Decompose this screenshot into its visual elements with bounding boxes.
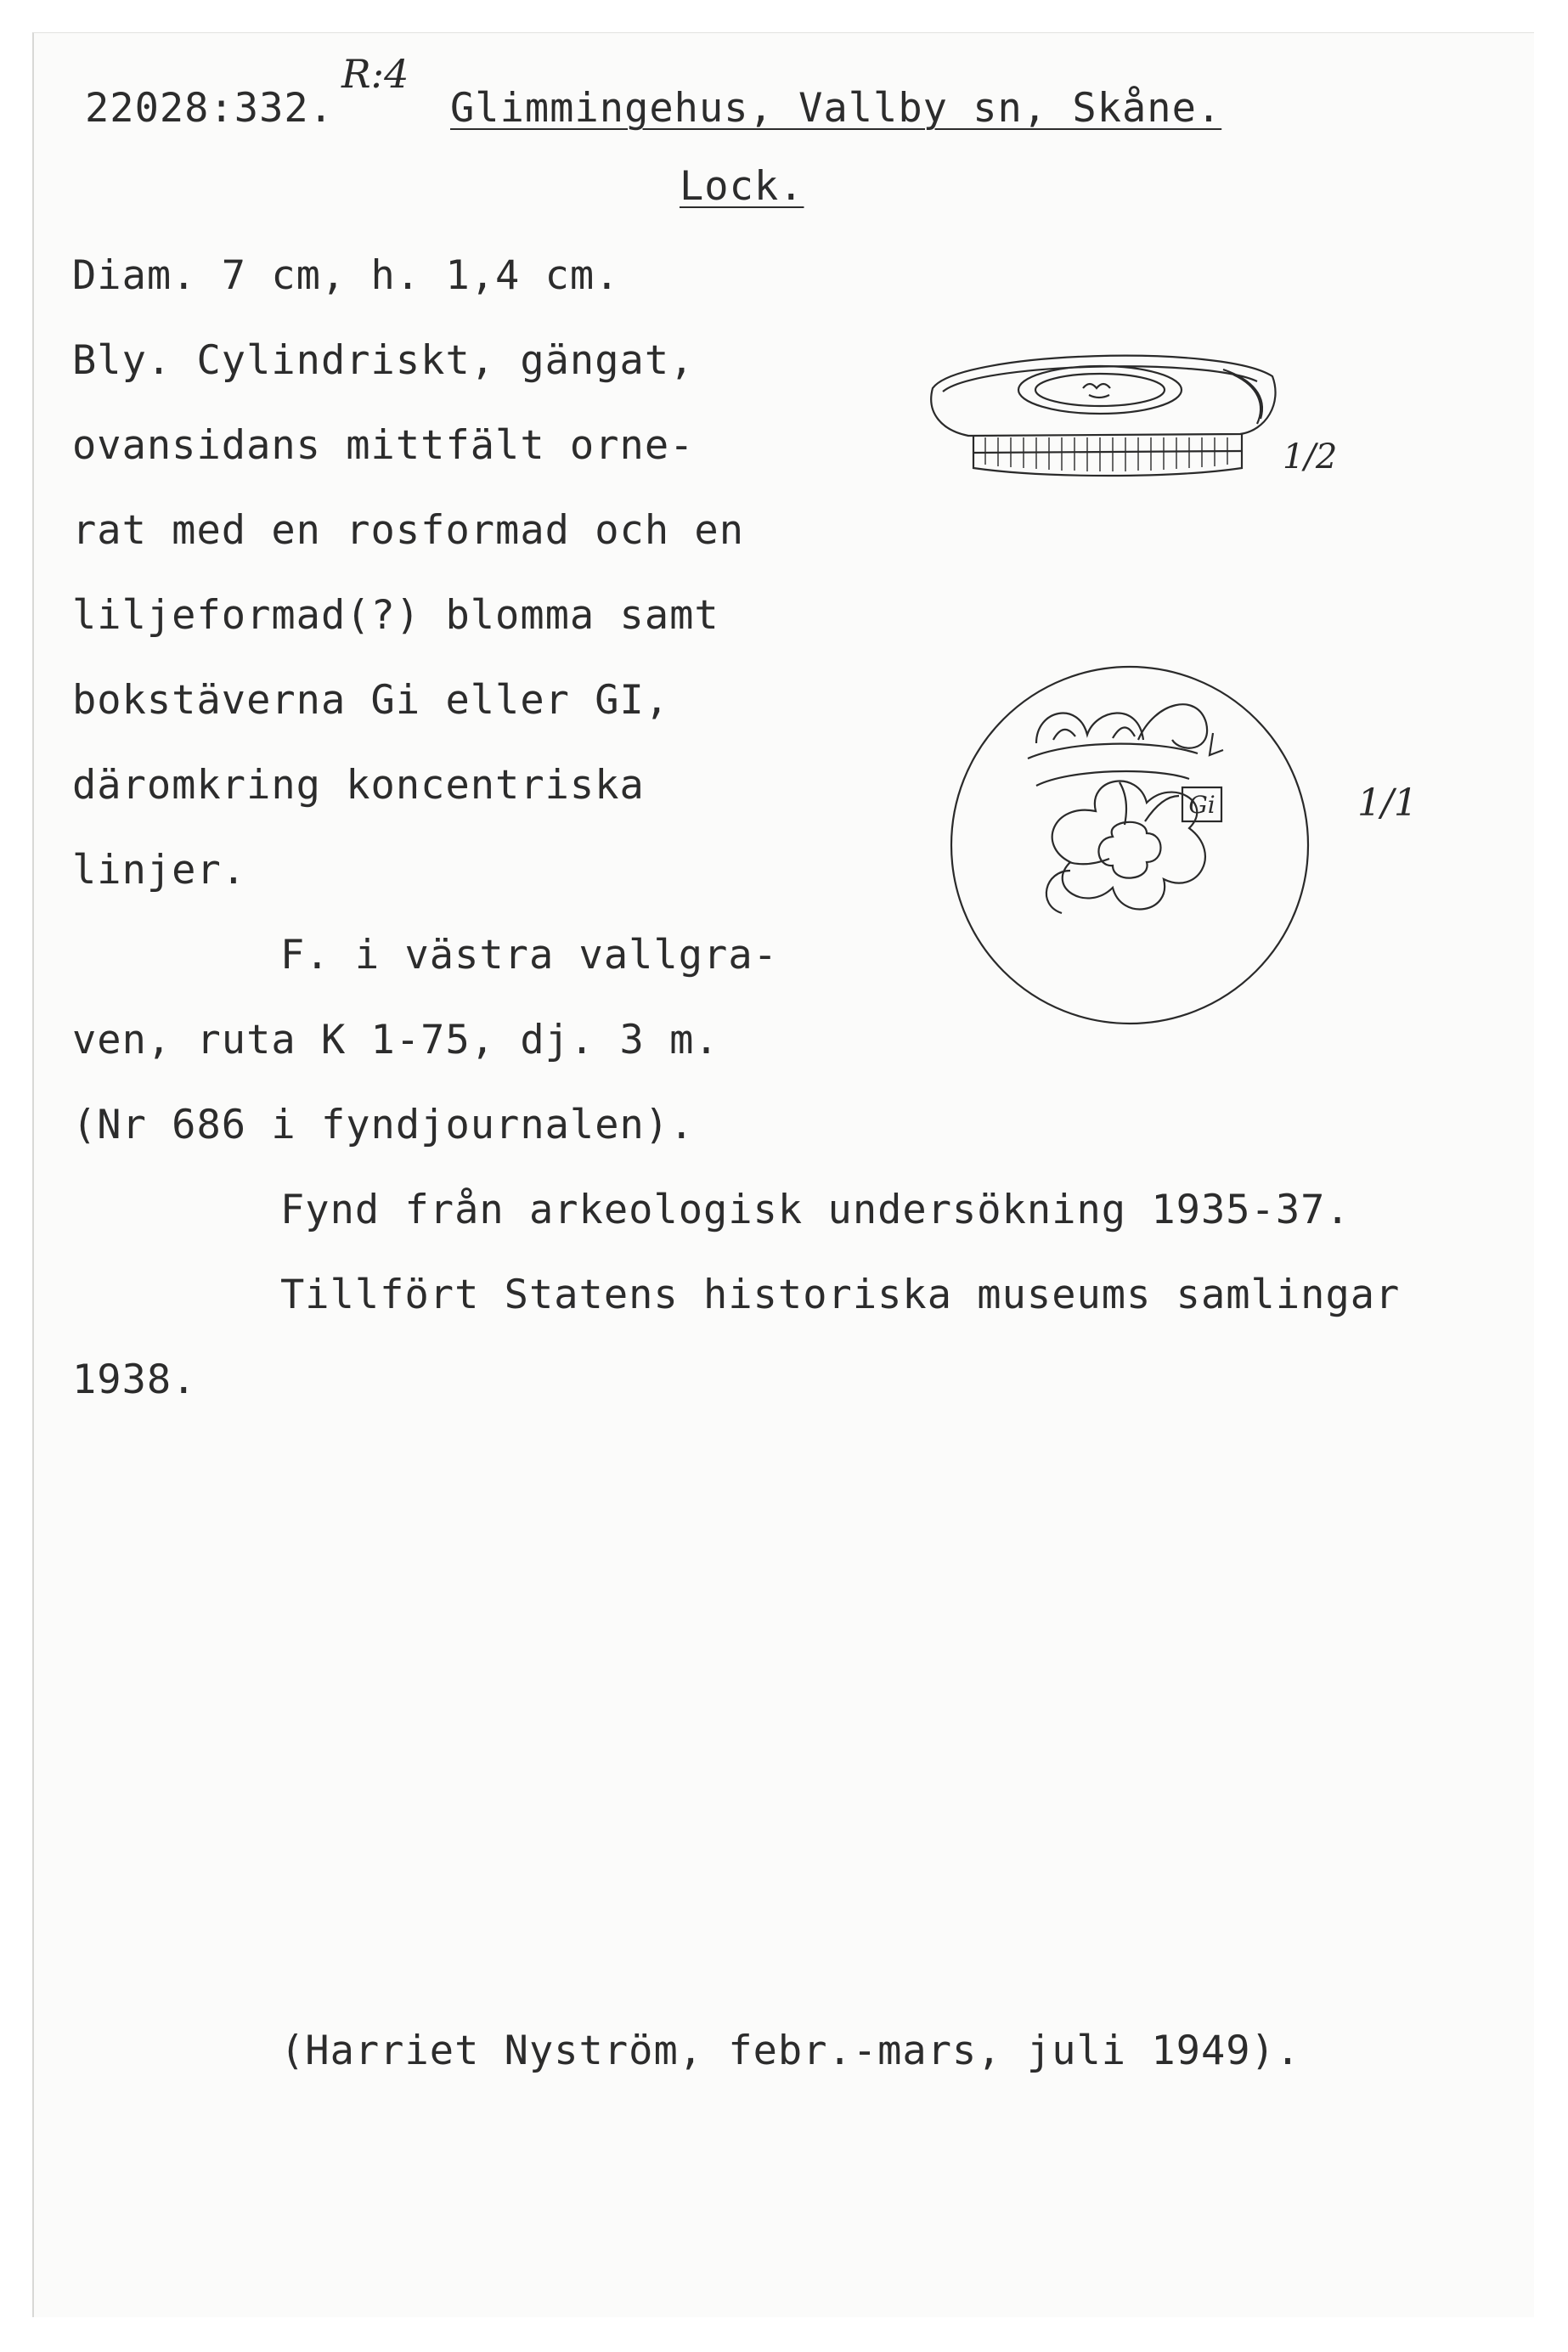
find-line: ven, ruta K 1-75, dj. 3 m. xyxy=(72,1017,719,1063)
description-line: Diam. 7 cm, h. 1,4 cm. xyxy=(72,252,620,299)
side-view-scale: 1/2 xyxy=(1283,437,1338,477)
description-line: däromkring koncentriska xyxy=(72,762,645,809)
provenance-line: Tillfört Statens historiska museums samlingar xyxy=(280,1272,1401,1318)
description-line: linjer. xyxy=(72,847,247,894)
find-line: F. i västra vallgra- xyxy=(280,932,778,979)
top-view-letters: Gi xyxy=(1188,791,1215,819)
provenance-line: Fynd från arkeologisk undersökning 1935-37. xyxy=(280,1187,1351,1233)
handwritten-mark: R:4 xyxy=(341,51,409,97)
object-name: Lock. xyxy=(680,163,804,210)
lid-top-view-drawing xyxy=(943,658,1317,1032)
description-line: liljeformad(?) blomma samt xyxy=(72,592,719,639)
lid-side-view-drawing xyxy=(917,336,1291,505)
find-line: (Nr 686 i fyndjournalen). xyxy=(72,1102,695,1148)
author-note: (Harriet Nyström, febr.-mars, juli 1949). xyxy=(280,2028,1301,2074)
top-view-scale: 1/1 xyxy=(1357,781,1418,825)
description-line: Bly. Cylindriskt, gängat, xyxy=(72,337,695,384)
description-line: bokstäverna Gi eller GI, xyxy=(72,677,670,724)
provenance-line: 1938. xyxy=(72,1356,197,1403)
location-heading: Glimmingehus, Vallby sn, Skåne. xyxy=(450,85,1222,132)
description-line: rat med en rosformad och en xyxy=(72,507,745,554)
description-line: ovansidans mittfält orne- xyxy=(72,422,695,469)
catalog-number: 22028:332. xyxy=(85,85,334,132)
